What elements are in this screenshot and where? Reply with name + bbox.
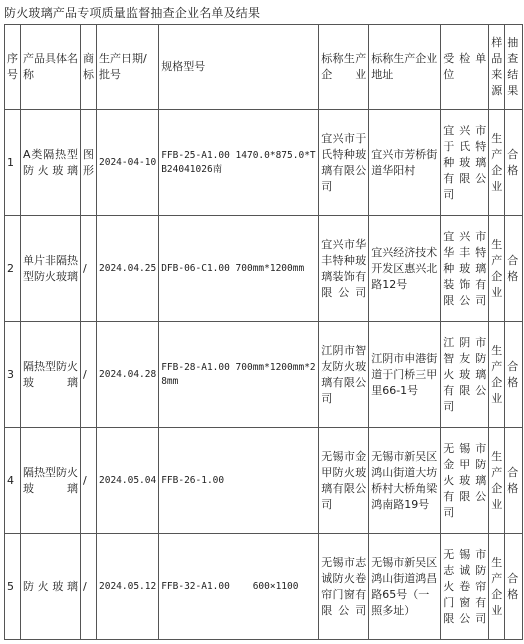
cell-seq: 1	[5, 110, 21, 216]
table-row	[5, 322, 523, 428]
header-result: 抽查结果	[505, 25, 523, 110]
document-title: 防火玻璃产品专项质量监督抽查企业名单及结果	[4, 6, 261, 20]
results-table	[4, 24, 523, 640]
cell-source: 生产企业	[489, 428, 505, 534]
cell-brand: /	[81, 428, 97, 534]
header-maker: 标称生产企业	[319, 25, 369, 110]
cell-brand: /	[81, 322, 97, 428]
table-row	[5, 534, 523, 640]
cell-date: 2024.05.12	[97, 534, 159, 640]
header-inspected: 受检单位	[441, 25, 489, 110]
cell-maker: 宜兴市华丰特种玻璃装饰有限公司	[319, 216, 369, 322]
cell-maker-addr: 无锡市新吴区鸿山街道大坊桥村大桥角梁鸿南路19号	[369, 428, 441, 534]
header-maker-addr: 标称生产企业地址	[369, 25, 441, 110]
cell-brand: /	[81, 534, 97, 640]
cell-model: FFB-28-A1.00 700mm*1200mm*28mm	[159, 322, 319, 428]
cell-product: 隔热型防火玻璃	[21, 322, 81, 428]
cell-model: FFB-26-1.00	[159, 428, 319, 534]
header-source: 样品来源	[489, 25, 505, 110]
cell-inspected: 江阴市智友防火玻璃有限公司	[441, 322, 489, 428]
cell-result: 合格	[505, 428, 523, 534]
header-seq: 序号	[5, 25, 21, 110]
cell-inspected: 无锡市金甲防火玻璃有限公司	[441, 428, 489, 534]
cell-model: FFB-32-A1.00 600×1100	[159, 534, 319, 640]
header-model: 规格型号	[159, 25, 319, 110]
cell-source: 生产企业	[489, 534, 505, 640]
table-row	[5, 216, 523, 322]
cell-maker: 无锡市志诚防火卷帘门窗有限公司	[319, 534, 369, 640]
cell-product: 单片非隔热型防火玻璃	[21, 216, 81, 322]
header-row	[5, 25, 523, 110]
table-row	[5, 428, 523, 534]
cell-result: 合格	[505, 110, 523, 216]
cell-seq: 4	[5, 428, 21, 534]
cell-inspected: 无锡市志诚防火卷帘门窗有限公司	[441, 534, 489, 640]
cell-date: 2024.04.25	[97, 216, 159, 322]
cell-maker: 江阴市智友防火玻璃有限公司	[319, 322, 369, 428]
cell-product: A类隔热型防火玻璃	[21, 110, 81, 216]
cell-result: 合格	[505, 322, 523, 428]
table-row	[5, 110, 523, 216]
cell-inspected: 宜兴市于氏特种玻璃有限公司	[441, 110, 489, 216]
header-date: 生产日期/批号	[97, 25, 159, 110]
cell-result: 合格	[505, 534, 523, 640]
cell-source: 生产企业	[489, 110, 505, 216]
cell-seq: 2	[5, 216, 21, 322]
cell-maker-addr: 宜兴经济技术开发区惠兴北路12号	[369, 216, 441, 322]
cell-product: 防火玻璃	[21, 534, 81, 640]
cell-maker-addr: 无锡市新吴区鸿山街道鸿昌路65号（一照多址）	[369, 534, 441, 640]
cell-source: 生产企业	[489, 322, 505, 428]
cell-seq: 3	[5, 322, 21, 428]
cell-inspected: 宜兴市华丰特种玻璃装饰有限公司	[441, 216, 489, 322]
header-product: 产品具体名称	[21, 25, 81, 110]
cell-maker: 宜兴市于氏特种玻璃有限公司	[319, 110, 369, 216]
cell-brand: /	[81, 216, 97, 322]
cell-maker-addr: 宜兴市芳桥街道华阳村	[369, 110, 441, 216]
cell-brand: 图形	[81, 110, 97, 216]
cell-maker-addr: 江阴市申港街道于门桥三甲里66-1号	[369, 322, 441, 428]
cell-source: 生产企业	[489, 216, 505, 322]
cell-date: 2024-04-10	[97, 110, 159, 216]
header-brand: 商标	[81, 25, 97, 110]
cell-date: 2024.04.28	[97, 322, 159, 428]
cell-maker: 无锡市金甲防火玻璃有限公司	[319, 428, 369, 534]
cell-seq: 5	[5, 534, 21, 640]
cell-date: 2024.05.04	[97, 428, 159, 534]
cell-model: DFB-06-C1.00 700mm*1200mm	[159, 216, 319, 322]
cell-product: 隔热型防火玻璃	[21, 428, 81, 534]
cell-model: FFB-25-A1.00 1470.0*875.0*TB24041026南	[159, 110, 319, 216]
cell-result: 合格	[505, 216, 523, 322]
